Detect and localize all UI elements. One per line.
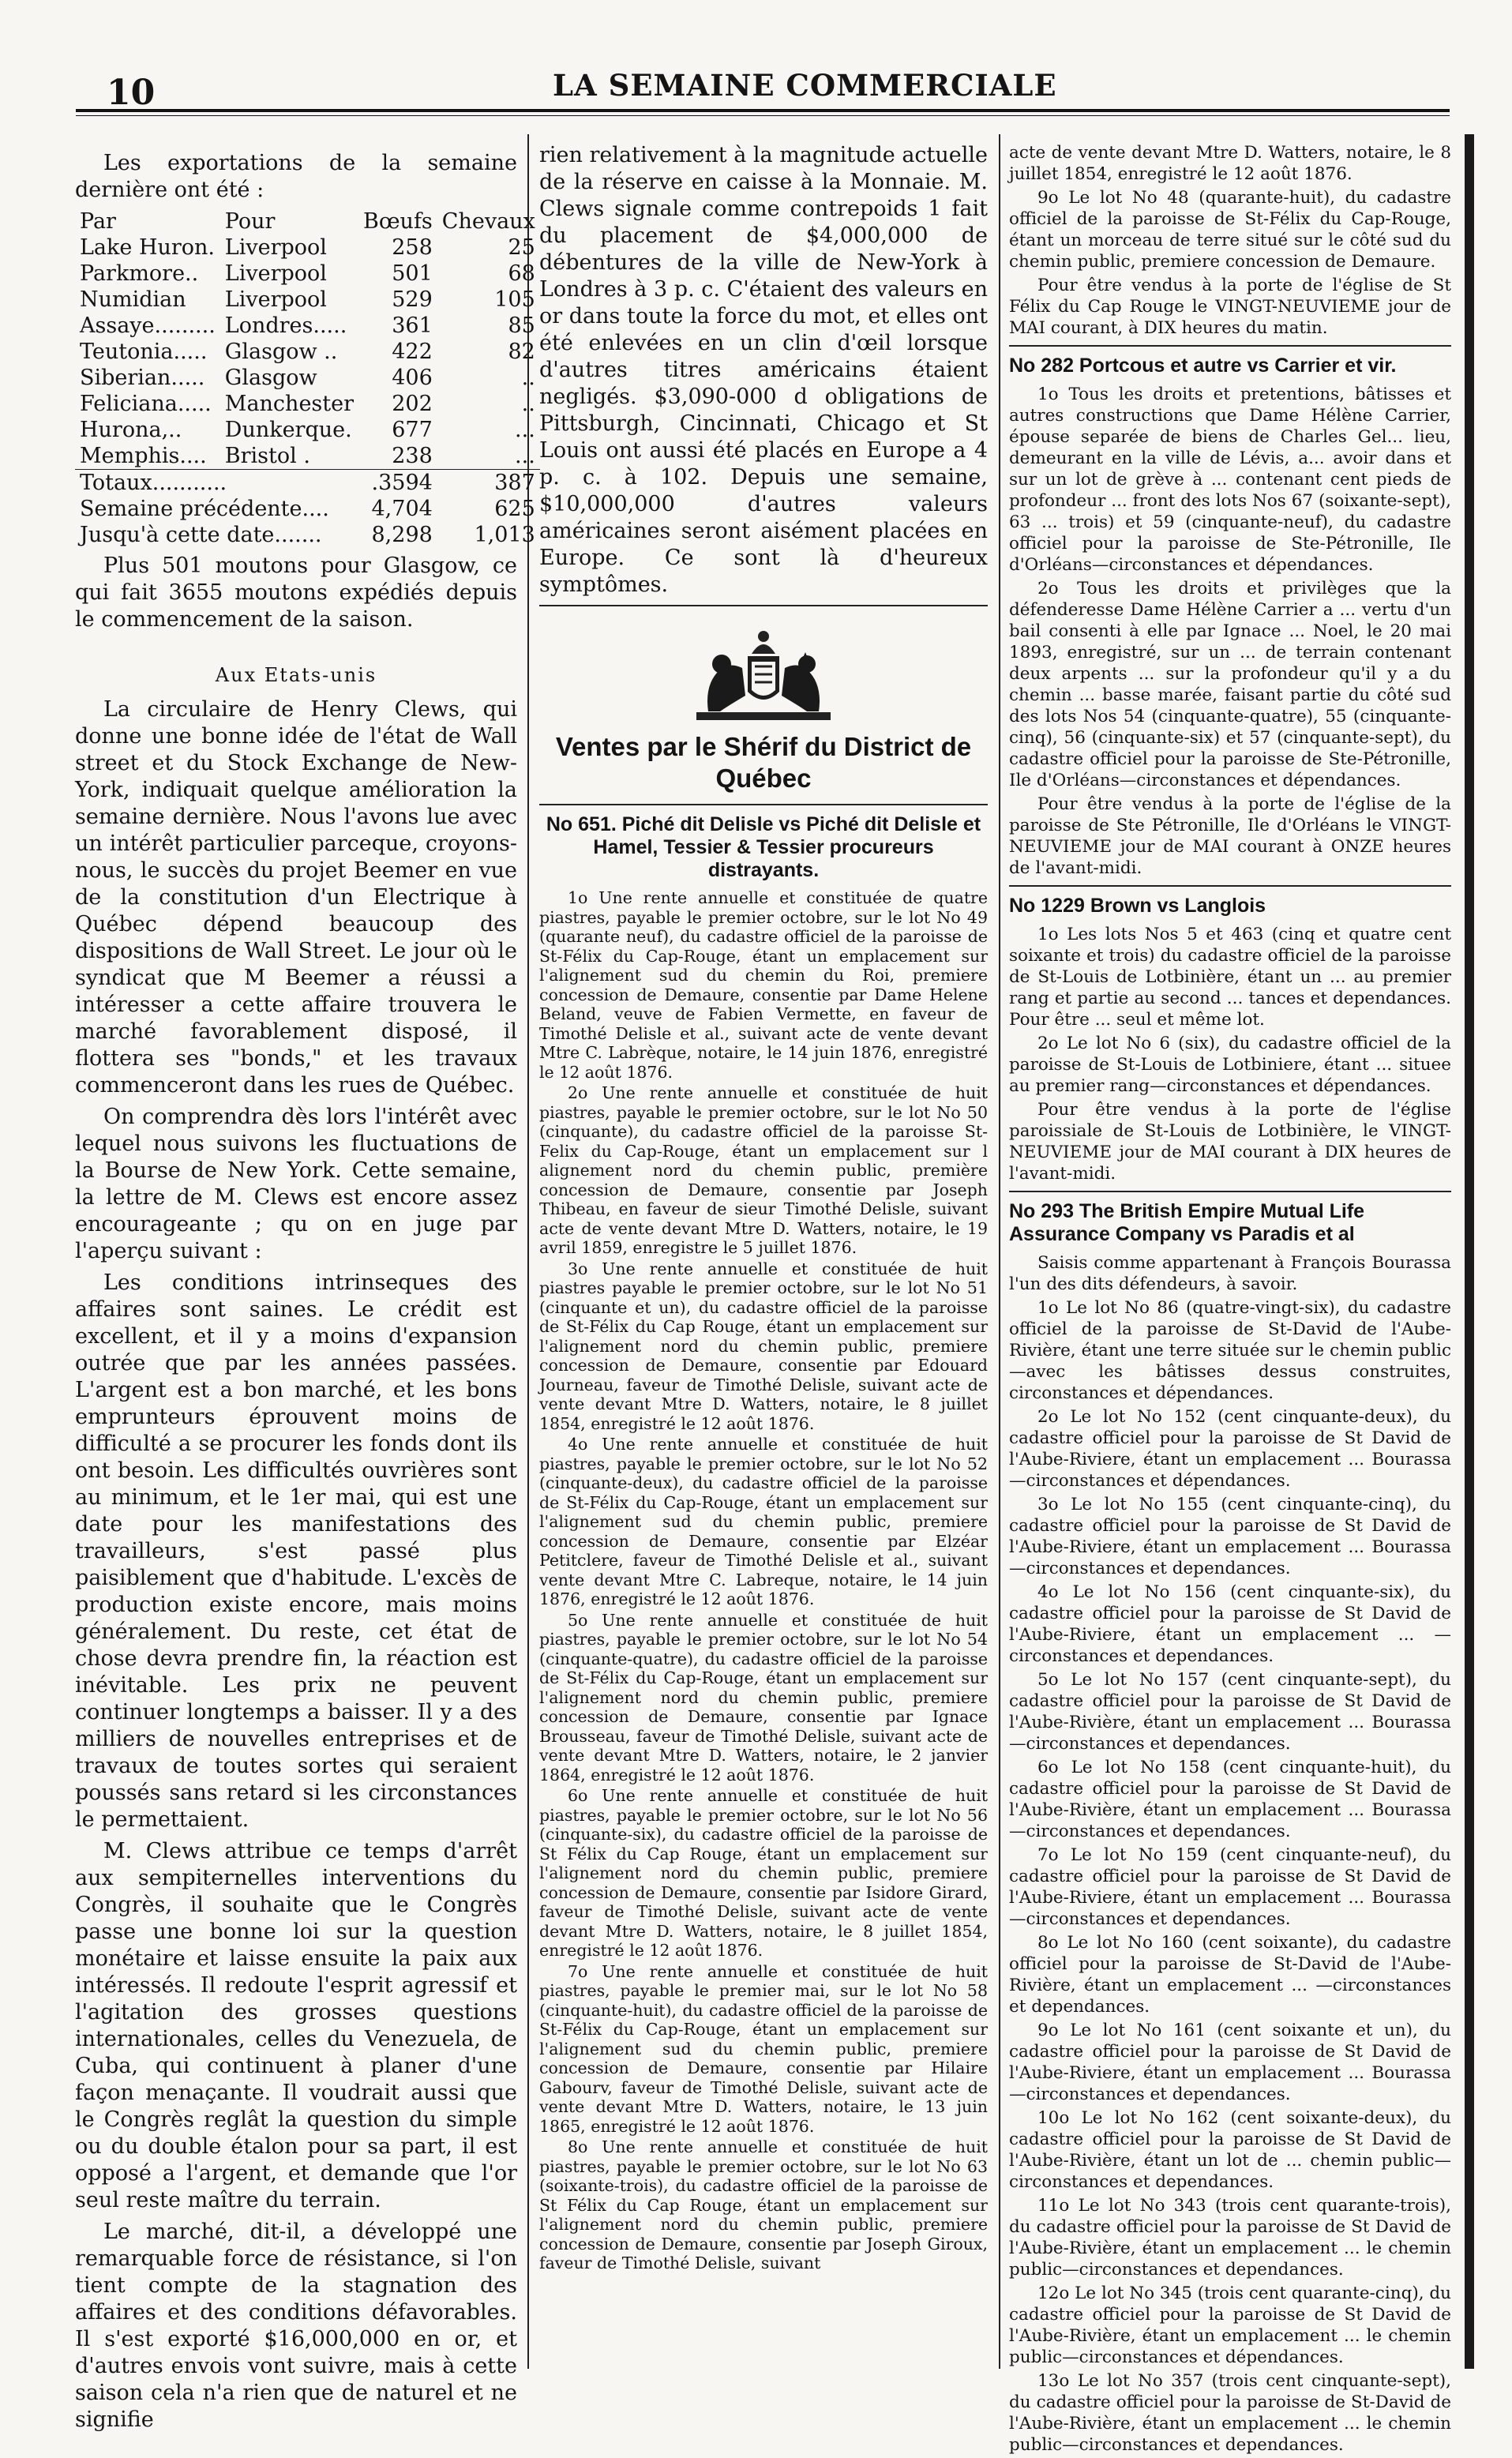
cattle-total: 8,298: [371, 523, 433, 547]
cattle-count: 258: [392, 235, 433, 260]
exports-table: [75, 208, 540, 548]
lot-item: 11o Le lot No 343 (trois cent quarante-trois), du cadastre officiel pour la paroisse de St David de l'Aube-Rivière, étant un emplacement ... le chemin public—circonstances et dependances.: [1009, 2196, 1451, 2280]
sheep-note: Plus 501 moutons pour Glasgow, ce qui fait 3655 moutons expédiés depuis le commencement de la saison.: [75, 554, 517, 632]
case-title: No 651. Piché dit Delisle vs Piché dit Delisle et Hamel, Tessier & Tessier procureurs distrayants.: [546, 813, 981, 881]
table-row: [75, 313, 540, 339]
ship-name: Siberian.....: [80, 366, 205, 390]
cattle-count: 677: [392, 418, 433, 442]
ship-name: Hurona,..: [80, 418, 182, 442]
sale-notice: Pour être vendus à la porte de l'église de St Félix du Cap Rouge le VINGT-NEUVIEME jour de MAI courant, à DIX heures du matin.: [1009, 276, 1451, 338]
horse-count: ..: [521, 366, 535, 390]
total-label: Semaine précédente....: [80, 497, 329, 521]
case-3-items: [1009, 924, 1451, 1184]
lot-item: 8o Le lot No 160 (cent soixante), du cadastre officiel pour la paroisse de St-David de l'Aube-Rivière, étant un emplacement ... —circonstances et dependances.: [1009, 1933, 1451, 2017]
article-paragraph: La circulaire de Henry Clews, qui donne une bonne idée de l'état de Wall street et du Stock Exchange de New-York, indiquait quelque amélioration la semaine dernière. Nous l'avons lue avec un intérêt particulier parceque, croyons-nous, le succès du projet Beemer en vue de la constitution d'un Electrique à Québec dépend beaucoup des dispositions de Wall Street. Le jour où le syndicat que M Beemer a réussi a intéresser a cette affaire trouvera le marché favorablement disposé, il flottera ses "bonds," et les travaux commenceront dans les rues de Québec.: [75, 697, 517, 1098]
horse-count: 105: [494, 287, 535, 312]
rent-item: 8o Une rente annuelle et constituée de huit piastres, payable le premier octobre, sur le lot No 63 (soixante-trois), du cadastre officiel de la paroisse de St Félix du Cap Rouge, étant un emplacement sur l'alignement nord du chemin public, premiere concession de Demaure, consentie par Joseph Giroux, faveur de Timothé Delisle, suivant: [539, 2137, 988, 2272]
lot-item: 4o Le lot No 156 (cent cinquante-six), du cadastre officiel pour la paroisse de St David de l'Aube-Riviere, étant un emplacement ... —circonstances et dependances.: [1009, 1582, 1451, 1666]
horse-count: ...: [515, 444, 535, 468]
lot-item: 6o Le lot No 158 (cent cinquante-huit), du cadastre officiel pour la paroisse de St David de l'Aube-Rivière, étant un emplacement ... Bourassa—circonstances et dependances.: [1009, 1758, 1451, 1841]
table-header-row: [75, 208, 540, 235]
case-title: No 282 Portcous et autre vs Carrier et vir.: [1009, 355, 1397, 377]
article-paragraph: M. Clews attribue ce temps d'arrêt aux sempiternelles interventions du Congrès, il souhaite que le Congrès passe une bonne loi sur la question monétaire et laisse ensuite la paix aux intéressés. Il redoute l'esprit agressif et l'agitation des grosses questions internationales, celles du Venezuela, de Cuba, qui continuent à planer d'une façon menaçante. Il voudrait aussi que le Congrès reglât la question du simple ou du double étalon pour sa part, il est opposé a l'argent, et demande que l'or seul reste maître du terrain.: [75, 1839, 517, 2212]
ship-name: Lake Huron.: [80, 235, 216, 260]
rent-item: 1o Une rente annuelle et constituée de quatre piastres, payable le premier octobre, sur le lot No 49 (quarante neuf), du cadastre officiel de la paroisse de St-Félix du Cap-Rouge, étant un emplacement sur l'alignement sud du chemin du Roi, premiere concession de Demaure, consentie par Dame Helene Beland, veuve de Fabien Vermette, en faveur de Timothé Delisle et al., suivant acte de vente devant Mtre C. Labrèque, notaire, le 14 juin 1876, enregistré le 12 août 1876.: [539, 888, 988, 1082]
cattle-total: 4,704: [371, 497, 433, 521]
column-2: [539, 142, 988, 2275]
section-divider: [539, 804, 988, 805]
table-header: Chevaux: [441, 209, 535, 234]
horse-count: 68: [508, 261, 535, 286]
royal-coat-of-arms-icon: [673, 621, 854, 723]
sale-notice: Pour être vendus à la porte de l'église de la paroisse de Ste Pétronille, Ile d'Orléans le VINGT-NEUVIEME jour de MAI courant à ONZE heures de l'avant-midi.: [1009, 794, 1451, 878]
lot-item: 2o Le lot No 6 (six), du cadastre officiel de la paroisse de St-Louis de Lotbiniere, étant ... situee au premier rang—circonstances et dépendances.: [1009, 1034, 1451, 1096]
destination: Liverpool: [224, 235, 327, 260]
case-1-tail: [1009, 142, 1451, 339]
article-paragraph: Les conditions intrinseques des affaires sont saines. Le crédit est excellent, et il y a moins d'expansion outrée que par les années passées. L'argent est a bon marché, et les bons emprunteurs éprouvent moins de difficulté a se procurer les fonds dont ils ont besoin. Les difficultés ouvrières sont au minimum, et le 1er mai, qui est une date pour les manifestations des travailleurs, s'est passé plus paisiblement que d'habitude. L'excès de production existe encore, mais moins généralement. Du reste, cet état de chose devra prendre fin, la réaction est inévitable. Les prix ne peuvent continuer longtemps a baisser. Il y a des milliers de nouvelles entreprises et de travaux de toutes sortes qui seraient poussés sans retard si les circonstances le permettaient.: [75, 1270, 517, 1832]
lot-item: 9o Le lot No 48 (quarante-huit), du cadastre officiel de la paroisse de St-Félix du Cap-Rouge, étant un morceau de terre situé sur le côté sud du chemin public, premiere concession de Demaure.: [1009, 188, 1451, 272]
destination: Dunkerque.: [224, 418, 352, 442]
total-row: [75, 470, 540, 497]
column-1: [75, 150, 535, 2438]
article-continuation: rien relativement à la magnitude actuelle de la réserve en caisse à la Monnaie. M. Clews signale comme contrepoids 1 fait du placement de $4,000,000 de débentures de la ville de New-York à Londres à 3 p. c. C'étaient des valeurs en or dans toute la force du mot, et elles ont été enlevées en un clin d'œil lorsque d'autres titres américains étaient negligés. $3,090-000 d obligations de Pittsburgh, Cincinnati, Chicago et St Louis ont aussi été placés en Europe a 4 p. c. à 102. Depuis une semaine, $10,000,000 d'autres valeurs américaines seront aisément placées en Europe. Ce sont là d'heureux symptômes.: [539, 143, 989, 597]
horse-count: ..: [521, 392, 535, 416]
total-label: Totaux...........: [75, 470, 358, 497]
cattle-count: 238: [392, 444, 433, 468]
lot-item: 3o Le lot No 155 (cent cinquante-cinq), du cadastre officiel pour la paroisse de St David de l'Aube-Riviere, étant un emplacement ... Bourassa—circonstances et dependances.: [1009, 1495, 1451, 1578]
horse-total: 1,013: [474, 523, 535, 547]
lot-item: 12o Le lot No 345 (trois cent quarante-cinq), du cadastre officiel pour la paroisse de St David de l'Aube-Rivière, étant un emplacement ... le chemin public—circonstances et dépendances.: [1009, 2284, 1451, 2367]
rent-item: 6o Une rente annuelle et constituée de huit piastres, payable le premier octobre, sur le lot No 56 (cinquante-six), du cadastre officiel de la paroisse de St Félix du Cap Rouge, étant un emplacement sur l'alignement nord du chemin public, premiere concession de Demaure, consentie par Isidore Girard, faveur de Timothé Delisle, suivant acte de vente devant Mtre D. Watters, notaire, le 8 juillet 1854, enregistré le 12 août 1876.: [539, 1786, 988, 1960]
table-header: Bœufs: [363, 209, 433, 234]
case-continuation: acte de vente devant Mtre D. Watters, notaire, le 8 juillet 1854, enregistré le 12 août 1876.: [1009, 143, 1451, 184]
lot-item: 2o Le lot No 152 (cent cinquante-deux), du cadastre officiel pour la paroisse de St David de l'Aube-Riviere, étant un emplacement ... Bourassa—circonstances et dépendances.: [1009, 1407, 1451, 1491]
section-divider: [1009, 345, 1451, 347]
section-divider: [539, 605, 988, 606]
destination: Bristol .: [224, 444, 310, 468]
table-row: [75, 261, 540, 287]
ship-name: Parkmore..: [80, 261, 199, 286]
section-divider: [1009, 885, 1451, 887]
destination: Glasgow ..: [224, 340, 338, 364]
adjacent-page-edge: [1465, 134, 1512, 2369]
cattle-count: 501: [392, 261, 433, 286]
destination: Glasgow: [224, 366, 317, 390]
lot-item: 2o Tous les droits et privilèges que la défenderesse Dame Hélène Carrier a ... vertu d'un bail consenti à elle par Ignace ... Noel, le 20 mai 1893, enregistré, sur un ... de terrain contenant deux arpents ... sur la profondeur qu'il y a du chemin ... basse marée, faisant partie du côté sud des lots Nos 54 (cinquante-quatre), 55 (cinquante-cinq), 56 (cinquante-six) et 57 (cinquante-sept), du cadastre officiel pour la paroisse de Ste-Pétronille, Ile d'Orléans—circonstances et dépendances.: [1009, 579, 1451, 790]
lot-item: 9o Le lot No 161 (cent soixante et un), du cadastre officiel pour la paroisse de St David de l'Aube-Riviere, étant un emplacement ... Bourassa—circonstances et dependances.: [1009, 2021, 1451, 2104]
total-row: [75, 496, 540, 522]
ship-name: Teutonia.....: [80, 340, 208, 364]
cattle-count: 529: [392, 287, 433, 312]
lot-item: 1o Le lot No 86 (quatre-vingt-six), du cadastre officiel de la paroisse de St-David de l'Aube-Rivière, étant une terre située sur le chemin public—avec les bâtisses dessus construites, circonstances et dépendances.: [1009, 1298, 1451, 1403]
rent-item: 7o Une rente annuelle et constituée de huit piastres, payable le premier mai, sur le lot No 58 (cinquante-huit), du cadastre officiel de la paroisse de St-Félix du Cap-Rouge, étant un emplacement sur l'alignement sud du chemin public, premiere concession de Demaure, consentie par Hilaire Gabourv, faveur de Timothé Delisle, suivant acte de vente devant Mtre D. Watters, notaire, le 13 juin 1865, enregistré le 12 août 1876.: [539, 1961, 988, 2136]
destination: Liverpool: [224, 261, 327, 286]
table-row: [75, 235, 540, 261]
horse-total: 387: [437, 470, 540, 497]
ship-name: Numidian: [80, 287, 186, 312]
case-intro: Saisis comme appartenant à François Bourassa l'un des dits défendeurs, à savoir.: [1009, 1253, 1451, 1294]
case-2-items: [1009, 384, 1451, 879]
table-header: Par: [80, 209, 116, 234]
rent-item: 4o Une rente annuelle et constituée de huit piastres, payable le premier octobre, sur le lot No 52 (cinquante-deux), du cadastre officiel de la paroisse de St-Félix du Cap-Rouge, étant un emplacement sur l'alignement sud du chemin public, premiere concession de Demaure, consentie par Elzéar Petitclere, faveur de Timothé Delisle et al., suivant vente devant Mtre C. Labreque, notaire, le 14 juin 1876, enregistré le 12 août 1876.: [539, 1435, 988, 1608]
horse-count: ...: [515, 418, 535, 442]
lot-item: 1o Les lots Nos 5 et 463 (cinq et quatre cent soixante et trois) du cadastre officiel de la paroisse de St-Louis de Lotbinière, étant un ... au premier rang et partie au second ... tances et dependances. Pour être ... seul et même lot.: [1009, 925, 1451, 1030]
table-row: [75, 339, 540, 365]
section-heading: Aux Etats-unis: [215, 664, 377, 686]
horse-count: 85: [508, 313, 535, 338]
table-header: Pour: [224, 209, 276, 234]
article-paragraph: On comprendra dès lors l'intérêt avec lequel nous suivons les fluctuations de la Bourse de New York. Cette semaine, la lettre de M. Clews est encore assez encourageante ; qu on en juge par l'aperçu suivant :: [75, 1105, 517, 1263]
masthead-title: LA SEMAINE COMMERCIALE: [553, 68, 1057, 103]
column-divider-2: [999, 134, 1000, 2369]
sheriff-sales-title: Ventes par le Shérif du District de Québec: [555, 732, 972, 793]
rent-item: 2o Une rente annuelle et constituée de huit piastres, payable le premier octobre, sur le lot No 50 (cinquante), du cadastre officiel de la paroisse St-Felix du Cap-Rouge, étant un emplacement sur l alignement nord du chemin public, première concession de Demaure, consentie par Joseph Thibeau, en faveur de sieur Timothé Delisle, suivant acte de vente devant Mtre D. Watters, notaire, le 19 avril 1859, enregistre le 5 juillet 1876.: [539, 1083, 988, 1257]
horse-count: 82: [508, 340, 535, 364]
ship-name: Memphis....: [80, 444, 207, 468]
lot-item: 1o Tous les droits et pretentions, bâtisses et autres constructions que Dame Hélène Carrier, épouse separée de biens de Charles Gel... lieu, demeurant en la ville de Lévis, a... avoir dans et sur un lot de grève à ... contenant cent pieds de profondeur ... front des lots Nos 67 (soixante-sept), 63 ... trois) et 59 (cinquante-neuf), du cadastre officiel pour la paroisse de Ste-Pétronille, Ile d'Orléans—circonstances et dépendances.: [1009, 385, 1451, 575]
lot-item: 10o Le lot No 162 (cent soixante-deux), du cadastre officiel pour la paroisse de St David de l'Aube-Rivière, étant un lot de ... chemin public—circonstances et dependances.: [1009, 2108, 1451, 2192]
cattle-count: 361: [392, 313, 433, 338]
cattle-count: 406: [392, 366, 433, 390]
case-4-items: [1009, 1252, 1451, 2456]
table-row: [75, 391, 540, 417]
cattle-count: 422: [392, 340, 433, 364]
header-rule-thin: [76, 115, 1450, 116]
page-number: 10: [107, 73, 156, 113]
section-divider: [1009, 1191, 1451, 1192]
lot-item: 13o Le lot No 357 (trois cent cinquante-sept), du cadastre officiel pour la paroisse de St-David de l'Aube-Rivière, étant un emplacement ... le chemin public—circonstances et dependances.: [1009, 2371, 1451, 2455]
table-row: [75, 287, 540, 313]
destination: Liverpool: [224, 287, 327, 312]
cattle-total: .3594: [358, 470, 437, 497]
table-row: [75, 417, 540, 443]
header-rule: [76, 109, 1450, 112]
case-items: [539, 888, 988, 2273]
article-paragraph: Le marché, dit-il, a développé une remarquable force de résistance, si l'on tient compte de la stagnation des affaires et des conditions défavorables. Il s'est exporté $16,000,000 en or, et d'autres envois vont suivre, mais à cette saison cela n'a rien que de naturel et ne signifie: [75, 2220, 517, 2432]
cattle-count: 202: [392, 392, 433, 416]
total-row: [75, 522, 540, 548]
destination: Manchester: [224, 392, 355, 416]
horse-total: 625: [494, 497, 535, 521]
total-label: Jusqu'à cette date.......: [80, 523, 322, 547]
rent-item: 5o Une rente annuelle et constituée de huit piastres, payable le premier octobre, sur le lot No 54 (cinquante-quatre), du cadastre officiel de la paroisse de St-Félix du Cap-Rouge, étant un emplacement sur l'alignement nord du chemin public, premiere concession de Demaure, consentie par Ignace Brousseau, faveur de Timothé Delisle, suivant acte de vente devant Mtre D. Watters, notaire, le 2 janvier 1864, enregistré le 12 août 1876.: [539, 1610, 988, 1784]
ship-name: Assaye.........: [80, 313, 216, 338]
case-title: No 293 The British Empire Mutual Life Assurance Company vs Paradis et al: [1009, 1200, 1365, 1245]
lot-item: 5o Le lot No 157 (cent cinquante-sept), du cadastre officiel pour la paroisse de St David de l'Aube-Rivière, étant un emplacement ... Bourassa—circonstances et dependances.: [1009, 1670, 1451, 1754]
exports-intro: Les exportations de la semaine dernière ont été :: [75, 151, 517, 202]
case-title: No 1229 Brown vs Langlois: [1009, 895, 1266, 917]
destination: Londres.....: [224, 313, 347, 338]
table-row: [75, 365, 540, 391]
rent-item: 3o Une rente annuelle et constituée de huit piastres payable le premier octobre, sur le lot No 51 (cinquante et un), du cadastre officiel de la paroisse de St-Félix du Cap Rouge, étant un emplacement sur l'alignement nord du chemin public, premiere concession de Demaure, consentie par Edouard Journeau, faveur de Timothé Delisle, suivant acte de vente devant Mtre D. Watters, notaire, le 8 juillet 1854, enregistré le 12 août 1876.: [539, 1259, 988, 1433]
ship-name: Feliciana.....: [80, 392, 212, 416]
table-row: [75, 443, 540, 470]
horse-count: 25: [508, 235, 535, 260]
column-3: [1009, 142, 1451, 2458]
lot-item: 7o Le lot No 159 (cent cinquante-neuf), du cadastre officiel pour la paroisse de St David de l'Aube-Riviere, étant un emplacement ... Bourassa—circonstances et dependances.: [1009, 1845, 1451, 1929]
sale-notice: Pour être vendus à la porte de l'église paroissiale de St-Louis de Lotbinière, le VINGT-NEUVIEME jour de MAI courant à DIX heures de l'avant-midi.: [1009, 1100, 1451, 1184]
